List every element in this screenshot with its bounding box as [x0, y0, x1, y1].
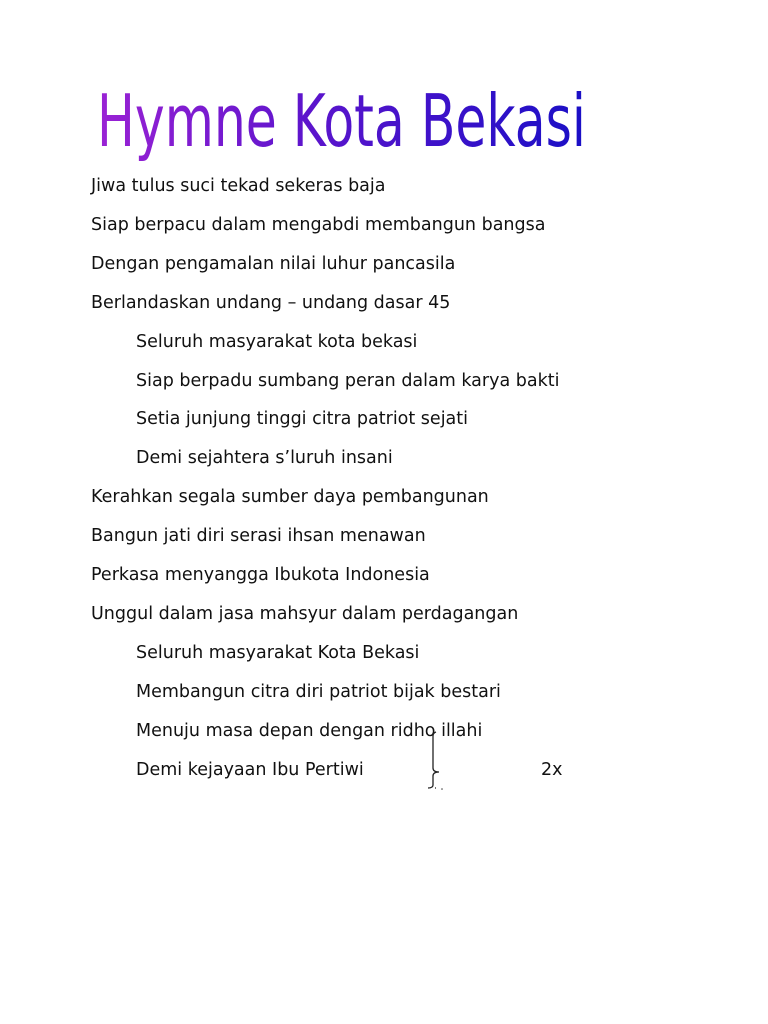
- lyric-line: Membangun citra diri patriot bijak bestari: [136, 681, 501, 702]
- lyric-line: Siap berpacu dalam mengabdi membangun bangsa: [91, 214, 546, 235]
- lyric-line: Menuju masa depan dengan ridho illahi: [136, 720, 483, 741]
- repeat-brace-icon: [422, 728, 452, 792]
- lyric-line: Demi kejayaan Ibu Pertiwi: [136, 759, 364, 780]
- lyric-line: Unggul dalam jasa mahsyur dalam perdagangan: [91, 603, 519, 624]
- document-title: Hymne Kota Bekasi: [97, 79, 586, 163]
- lyric-line: Setia junjung tinggi citra patriot sejati: [136, 409, 469, 430]
- lyric-line: Kerahkan segala sumber daya pembangunan: [91, 487, 489, 508]
- lyric-line: Seluruh masyarakat Kota Bekasi: [136, 642, 420, 663]
- lyric-line: Berlandaskan undang – undang dasar 45: [91, 292, 451, 313]
- repeat-mark: 2x: [541, 760, 563, 780]
- lyric-line: Dengan pengamalan nilai luhur pancasila: [91, 253, 456, 274]
- lyric-line: Siap berpadu sumbang peran dalam karya bakti: [136, 370, 560, 391]
- lyric-line: Jiwa tulus suci tekad sekeras baja: [91, 176, 386, 196]
- lyric-line: Perkasa menyangga Ibukota Indonesia: [91, 565, 430, 585]
- lyric-line: Demi sejahtera s’luruh insani: [136, 448, 393, 469]
- lyric-line: Bangun jati diri serasi ihsan menawan: [91, 526, 426, 547]
- lyric-line: Seluruh masyarakat kota bekasi: [136, 331, 418, 352]
